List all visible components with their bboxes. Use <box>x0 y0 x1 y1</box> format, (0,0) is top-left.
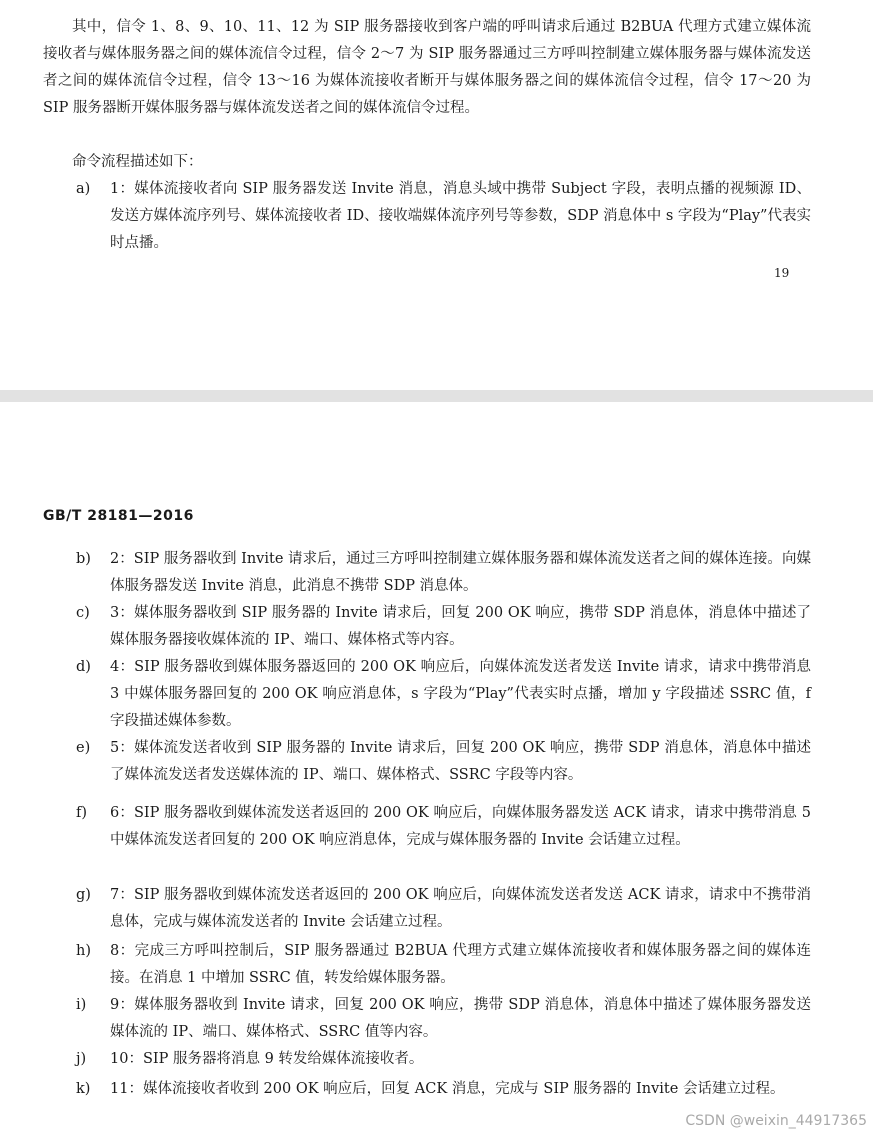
page-number: 19 <box>774 266 790 280</box>
list-item <box>76 938 811 992</box>
list-item-label: c) <box>76 605 90 621</box>
list-item-label: f) <box>76 805 88 821</box>
list-item <box>76 600 811 654</box>
list-item-text: 6：SIP 服务器收到媒体流发送者返回的 200 OK 响应后，向媒体服务器发送 ACK 请求，请求中携带消息 5 中媒体流发送者回复的 200 OK 响应消息体，完成与媒体服务器的 Invite 会话建立过程。 <box>110 805 811 848</box>
list-item-text: 4：SIP 服务器收到媒体服务器返回的 200 OK 响应后，向媒体流发送者发送 Invite 请求，请求中携带消息 3 中媒体服务器回复的 200 OK 响应消息体，s 字段为“Play”代表实时点播，增加 y 字段描述 SSRC 值，f 字段描述媒体参数。 <box>110 659 811 729</box>
list-item <box>76 654 811 735</box>
list-item-label: k) <box>76 1081 91 1097</box>
list-item-label: h) <box>76 943 91 959</box>
list-item-label: e) <box>76 740 91 756</box>
list-item-text: 5：媒体流发送者收到 SIP 服务器的 Invite 请求后，回复 200 OK 响应，携带 SDP 消息体，消息体中描述了媒体流发送者发送媒体流的 IP、端口、媒体格式、SSRC 字段等内容。 <box>110 740 811 783</box>
page-separator <box>0 390 873 402</box>
list-item-text: 8：完成三方呼叫控制后，SIP 服务器通过 B2BUA 代理方式建立媒体流接收者和媒体服务器之间的媒体连接。在消息 1 中增加 SSRC 值，转发给媒体服务器。 <box>110 943 811 986</box>
paragraph-flow-intro: 命令流程描述如下： <box>72 154 203 170</box>
document-page-lower <box>0 402 873 1135</box>
list-item-label: b) <box>76 551 91 567</box>
paragraph-signaling-overview: 其中，信令 1、8、9、10、11、12 为 SIP 服务器接收到客户端的呼叫请求后通过 B2BUA 代理方式建立媒体流接收者与媒体服务器之间的媒体流信令过程，信令 2～7 为 SIP 服务器通过三方呼叫控制建立媒体服务器与媒体流发送者之间的媒体流信令过程，信令 13～16 为媒体流接收者断开与媒体服务器之间的媒体流信令过程，信令 17～20 为 SIP 服务器断开媒体服务器与媒体流发送者之间的媒体流信令过程。 <box>43 19 811 116</box>
list-item-label: i) <box>76 997 87 1013</box>
list-item <box>76 992 811 1046</box>
list-item <box>76 176 811 257</box>
list-item-label: g) <box>76 887 91 903</box>
document-page-upper <box>0 0 873 390</box>
list-item-text: 11：媒体流接收者收到 200 OK 响应后，回复 ACK 消息，完成与 SIP 服务器的 Invite 会话建立过程。 <box>110 1081 785 1097</box>
list-item <box>76 546 811 600</box>
watermark-text: CSDN @weixin_44917365 <box>685 1113 867 1129</box>
list-item-label: d) <box>76 659 91 675</box>
list-item-text: 10：SIP 服务器将消息 9 转发给媒体流接收者。 <box>110 1051 424 1067</box>
list-item-text: 3：媒体服务器收到 SIP 服务器的 Invite 请求后，回复 200 OK 响应，携带 SDP 消息体，消息体中描述了媒体服务器接收媒体流的 IP、端口、媒体格式等内容。 <box>110 605 811 648</box>
list-item-label: j) <box>76 1051 87 1067</box>
list-item-text: 7：SIP 服务器收到媒体流发送者返回的 200 OK 响应后，向媒体流发送者发送 ACK 请求，请求中不携带消息体，完成与媒体流发送者的 Invite 会话建立过程。 <box>110 887 811 930</box>
list-item <box>76 735 811 789</box>
list-item-text: 2：SIP 服务器收到 Invite 请求后，通过三方呼叫控制建立媒体服务器和媒体流发送者之间的媒体连接。向媒体服务器发送 Invite 消息，此消息不携带 SDP 消息体。 <box>110 551 811 594</box>
list-item <box>76 1076 811 1103</box>
list-item <box>76 800 811 854</box>
standard-header: GB/T 28181—2016 <box>43 508 194 524</box>
list-item-text: 1：媒体流接收者向 SIP 服务器发送 Invite 消息，消息头域中携带 Subject 字段，表明点播的视频源 ID、发送方媒体流序列号、媒体流接收者 ID、接收端媒体流序列号等参数，SDP 消息体中 s 字段为“Play”代表实时点播。 <box>110 181 811 251</box>
list-item <box>76 882 811 936</box>
list-item-text: 9：媒体服务器收到 Invite 请求，回复 200 OK 响应，携带 SDP 消息体，消息体中描述了媒体服务器发送媒体流的 IP、端口、媒体格式、SSRC 值等内容。 <box>110 997 811 1040</box>
list-item <box>76 1046 811 1073</box>
list-item-label: a) <box>76 181 91 197</box>
